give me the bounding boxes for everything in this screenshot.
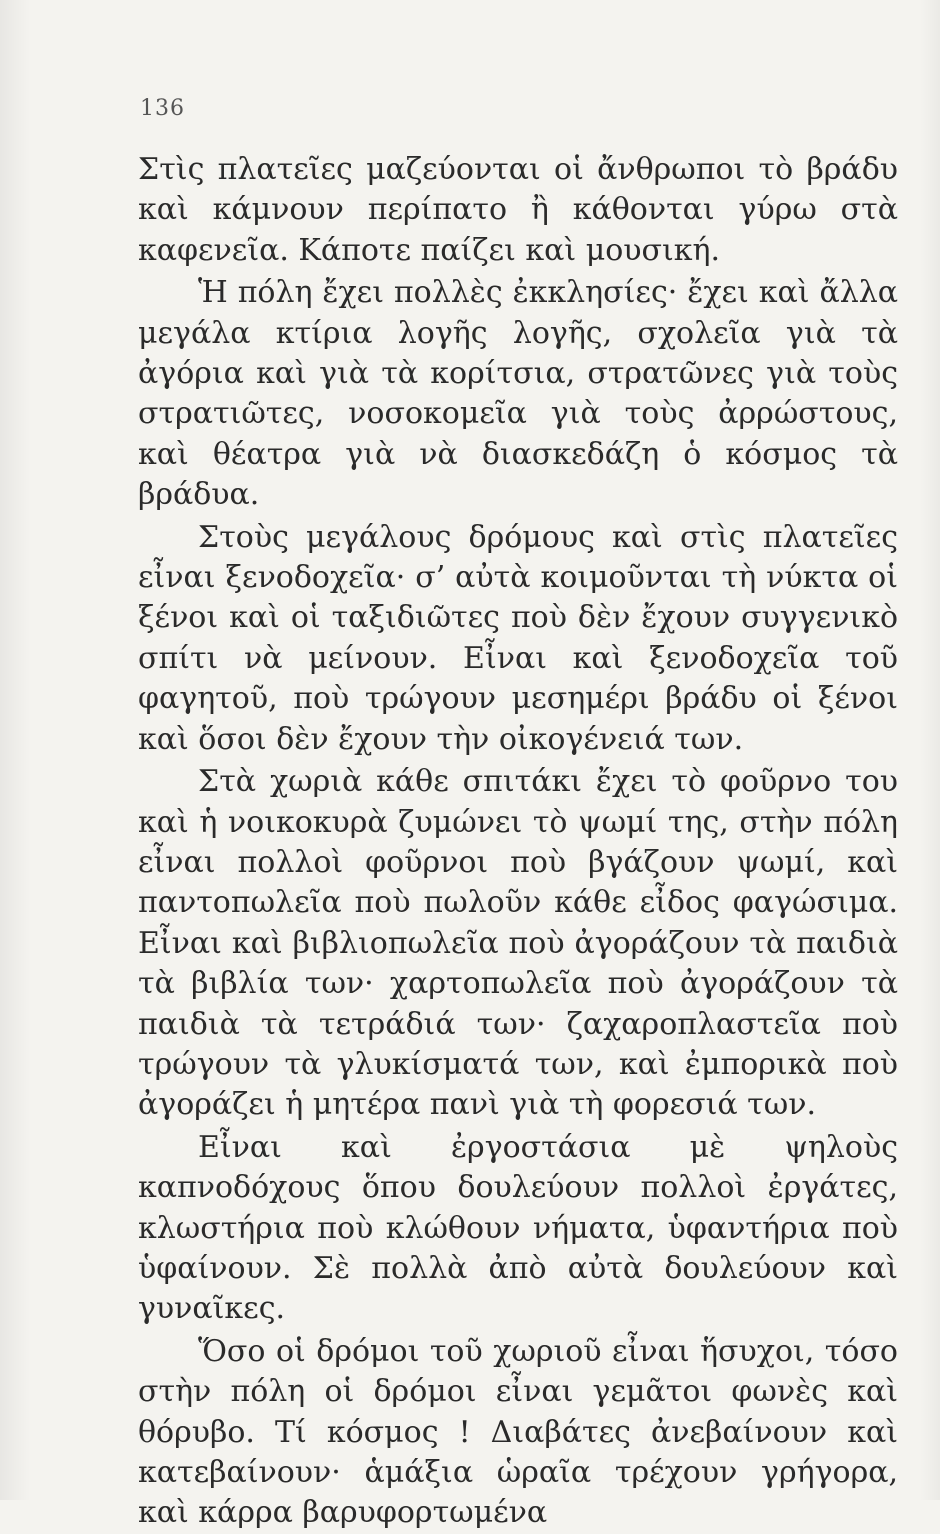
paragraph-squares: Στὶς πλατεῖες μαζεύονται οἱ ἄνθρωποι τὸ βράδυ καὶ κάμνουν περίπατο ἢ κάθονται γύρω στὰ καφενεῖα. Κάποτε παίζει καὶ μουσική. bbox=[138, 152, 898, 268]
paragraph-hotels: Στοὺς μεγάλους δρόμους καὶ στὶς πλατεῖες εἶναι ξενοδοχεῖα· σ’ αὐτὰ κοιμοῦνται τὴ νύκτα οἱ ξένοι καὶ οἱ ταξιδιῶτες ποὺ δὲν ἔχουν συγγενικὸ σπίτι νὰ μείνουν. Εἶναι καὶ ξενοδοχεῖα τοῦ φαγητοῦ, ποὺ τρώγουν μεσημέρι βράδυ οἱ ξένοι καὶ ὅσοι δὲν ἔχουν τὴν οἰκογένειά των. bbox=[138, 519, 898, 757]
body-text bbox=[138, 150, 898, 1534]
paragraph-factories: Εἶναι καὶ ἐργοστάσια μὲ ψηλοὺς καπνοδόχους ὅπου δουλεύουν πολλοὶ ἐργάτες, κλωστήρια ποὺ κλώθουν νήματα, ὑφαντήρια ποὺ ὑφαίνουν. Σὲ πολλὰ ἀπὸ αὐτὰ δουλεύουν καὶ γυναῖκες. bbox=[138, 1129, 898, 1327]
page-number: 136 bbox=[140, 96, 185, 121]
paragraph-streets: Ὅσο οἱ δρόμοι τοῦ χωριοῦ εἶναι ἥσυχοι, τόσο στὴν πόλη οἱ δρόμοι εἶναι γεμᾶτοι φωνὲς καὶ θόρυβο. Τί κόσμος ! Διαβάτες ἀνεβαίνουν καὶ κατεβαίνουν· ἁμάξια ὡραῖα τρέχουν γρήγορα, καὶ κάρρα βαρυφορτωμένα bbox=[138, 1333, 898, 1531]
paragraph-shops: Στὰ χωριὰ κάθε σπιτάκι ἔχει τὸ φοῦρνο του καὶ ἡ νοικοκυρὰ ζυμώνει τὸ ψωμί της, στὴν πόλη εἶναι πολλοὶ φοῦρνοι ποὺ βγάζουν ψωμί, καὶ παντοπωλεῖα ποὺ πωλοῦν κάθε εἶδος φαγώσιμα. Εἶναι καὶ βιβλιοπωλεῖα ποὺ ἀγοράζουν τὰ παιδιὰ τὰ βιβλία των· χαρτοπωλεῖα ποὺ ἀγοράζουν τὰ παιδιὰ τὰ τετράδιά των· ζαχαροπλαστεῖα ποὺ τρώγουν τὰ γλυκίσματά των, καὶ ἐμπορικὰ ποὺ ἀγοράζει ἡ μητέρα πανὶ γιὰ τὴ φορεσιά των. bbox=[138, 764, 898, 1123]
paragraph-city-buildings: Ἡ πόλη ἔχει πολλὲς ἐκκλησίες· ἔχει καὶ ἄλλα μεγάλα κτίρια λογῆς λογῆς, σχολεῖα γιὰ τὰ ἀγόρια καὶ γιὰ τὰ κορίτσια, στρατῶνες γιὰ τοὺς στρατιῶτες, νοσοκομεῖα γιὰ τοὺς ἀρρώστους, καὶ θέατρα γιὰ νὰ διασκεδάζη ὁ κόσμος τὰ βράδυα. bbox=[138, 275, 898, 513]
